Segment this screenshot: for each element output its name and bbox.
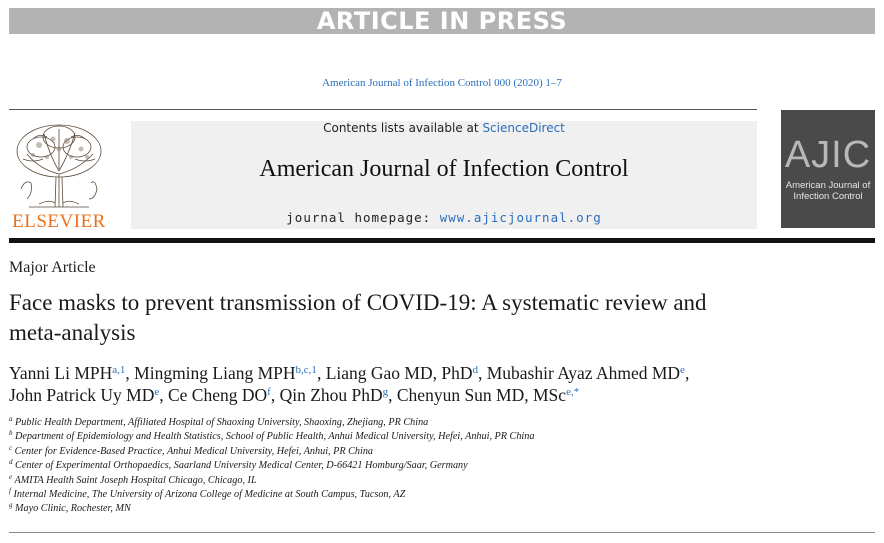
affiliation: [9, 430, 869, 444]
author-name: John Patrick Uy MD: [9, 385, 155, 405]
author-separator: ,: [316, 363, 326, 383]
author[interactable]: [9, 385, 159, 405]
journal-masthead: [131, 121, 757, 229]
affiliation-text: AMITA Health Saint Joseph Hospital Chicago, Chicago, IL: [14, 474, 257, 486]
author[interactable]: [168, 385, 271, 405]
affiliation-text: Public Health Department, Affiliated Hospital of Shaoxing University, Shaoxing, Zhejiang, PR China: [15, 417, 429, 428]
author-name: Liang Gao MD, PhD: [325, 363, 473, 383]
journal-cover-thumbnail[interactable]: [781, 110, 875, 228]
author[interactable]: [280, 385, 389, 405]
author-affiliation-ref[interactable]: e: [154, 386, 160, 398]
article-in-press-banner: [9, 8, 875, 34]
affiliation-list: [9, 416, 869, 517]
affiliation-key: b: [9, 429, 13, 438]
homepage-prefix: journal homepage:: [286, 210, 440, 225]
affiliation-text: Department of Epidemiology and Health Statistics, School of Public Health, Anhui Medical University, Hefei, Anhui, PR China: [15, 431, 535, 443]
journal-homepage-line: [131, 210, 757, 225]
affiliation-text: Center for Evidence-Based Practice, Anhui Medical University, Hefei, Anhui, PR China: [14, 445, 374, 457]
elsevier-wordmark: ELSEVIER: [12, 211, 106, 232]
author-affiliation-ref[interactable]: a,1: [112, 364, 126, 376]
author-affiliation-ref[interactable]: d: [472, 364, 478, 376]
affiliation: [9, 488, 869, 502]
author-separator: ,: [684, 363, 690, 383]
affiliation-key: g: [9, 501, 13, 510]
author-separator: ,: [159, 385, 168, 405]
affiliation-key: a: [9, 415, 13, 423]
author[interactable]: [9, 363, 125, 383]
banner-text: ARTICLE IN PRESS: [316, 7, 568, 35]
ajic-logo: AJIC: [784, 134, 872, 176]
section-divider: [9, 532, 875, 533]
contents-prefix: Contents lists available at: [323, 121, 483, 135]
article-type: Major Article: [9, 259, 96, 276]
affiliation: [9, 502, 869, 516]
affiliation-key: f: [9, 487, 11, 496]
affiliation-key: e: [9, 472, 13, 481]
author-name: Mingming Liang MPH: [134, 363, 296, 383]
author-affiliation-ref[interactable]: e,*: [566, 386, 580, 398]
affiliation: [9, 459, 869, 473]
affiliation-text: Mayo Clinic, Rochester, MN: [15, 503, 131, 515]
affiliation: [9, 445, 869, 459]
contents-available-line: [131, 121, 757, 135]
author-name: Qin Zhou PhD: [279, 385, 383, 405]
affiliation-key: c: [9, 443, 13, 452]
author[interactable]: [134, 363, 317, 383]
author-name: Mubashir Ayaz Ahmed MD: [486, 363, 681, 383]
affiliation-text: Center of Experimental Orthopaedics, Saarland University Medical Center, D-66421 Homburg/Saar, Germany: [15, 460, 468, 472]
author-list: [9, 362, 869, 406]
author-name: Ce Cheng DO: [167, 385, 268, 405]
author-separator: ,: [125, 363, 135, 383]
journal-homepage-link[interactable]: www.ajicjournal.org: [439, 210, 602, 225]
affiliation-key: d: [9, 458, 13, 467]
author-affiliation-ref[interactable]: e: [680, 364, 685, 376]
sciencedirect-link[interactable]: ScienceDirect: [482, 121, 565, 135]
header-divider: [9, 109, 757, 110]
author-separator: ,: [388, 385, 397, 405]
author[interactable]: [326, 363, 478, 383]
author-affiliation-ref[interactable]: g: [382, 386, 389, 398]
journal-title: American Journal of Infection Control: [259, 156, 629, 182]
affiliation: [9, 474, 869, 488]
affiliation-text: Internal Medicine, The University of Arizona College of Medicine at South Campus, Tucson, AZ: [13, 489, 406, 501]
journal-citation-link[interactable]: American Journal of Infection Control 000 (2020) 1–7: [322, 77, 562, 89]
cover-subtitle: American Journal of Infection Control: [785, 180, 871, 202]
author-name: Chenyun Sun MD, MSc: [396, 385, 567, 405]
author-affiliation-ref[interactable]: b,c,1: [295, 364, 317, 376]
author-name: Yanni Li MPH: [9, 363, 113, 383]
affiliation: [9, 416, 869, 430]
author-separator: ,: [477, 363, 487, 383]
author[interactable]: [397, 385, 579, 405]
masthead-divider: [9, 238, 875, 243]
author-affiliation-ref[interactable]: f: [267, 386, 271, 398]
article-title: Face masks to prevent transmission of COVID-19: A systematic review and meta-analysis: [9, 290, 707, 345]
author[interactable]: [487, 363, 685, 383]
author-separator: ,: [270, 385, 280, 405]
tree-of-knowledge-engraving-icon: [9, 119, 109, 211]
